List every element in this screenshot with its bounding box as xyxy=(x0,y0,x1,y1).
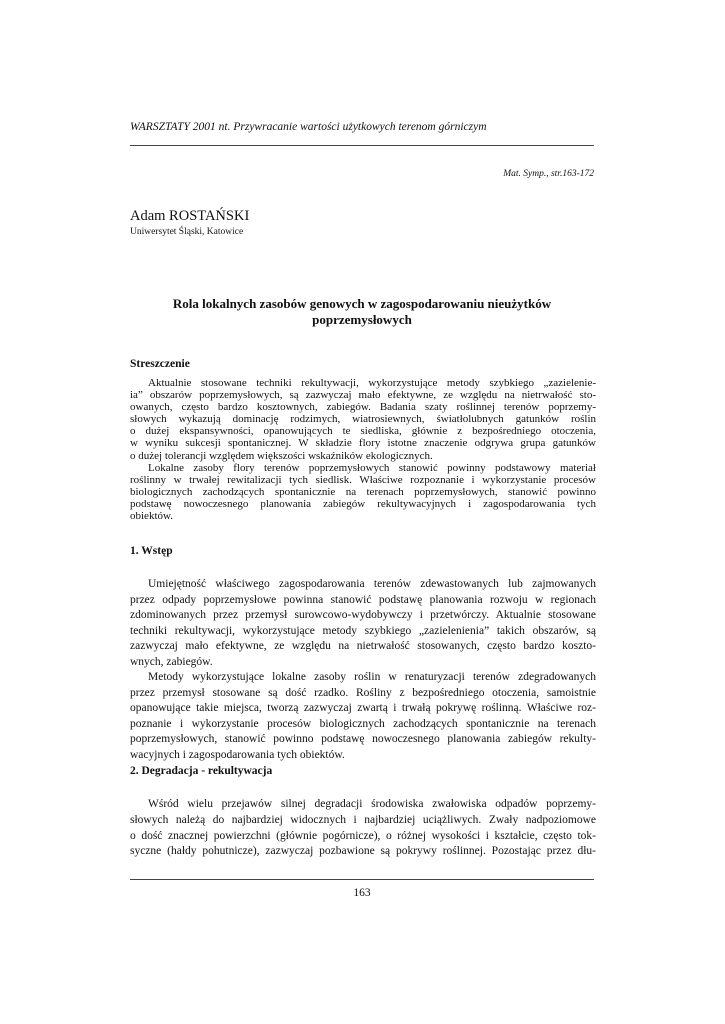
text-line: podstawę nowoczesnego planowania zabiegów rekultywacyjnych i zagospodarowania tych xyxy=(130,497,596,510)
text-line: słowych należą do najbardziej widocznych i najbardziej uciążliwych. Zwały nadpoziomowe xyxy=(130,813,596,826)
text-line: opanowujące takie miejsca, tworzą zazwyczaj zwartą i trwałą pokrywę roślinną. Właściwe roz- xyxy=(130,702,596,714)
text-line: poznanie i wykorzystanie procesów biologicznych zachodzących spontanicznie na terenach xyxy=(130,717,596,730)
paper-title xyxy=(130,296,594,328)
header-rule xyxy=(130,145,594,146)
text-line: słowych wykazują dominację rodzimych, wiatrosiewnych, światłolubnych gatunków roślin xyxy=(130,413,596,426)
section-2-heading: 2. Degradacja - rekultywacja xyxy=(130,765,273,777)
text-line: o dużej ekspansywności, opanowujących te siedliska, głównie z bezpośredniego otoczenia, xyxy=(130,425,596,438)
text-line: wnych, zabiegów. xyxy=(130,655,213,668)
text-line: obiektów. xyxy=(130,510,173,523)
text-line: o dużej tolerancji względem większości wskaźników ekologicznych. xyxy=(130,449,433,462)
text-line: Umiejętność właściwego zagospodarowania terenów zdewastowanych lub zajmowanych xyxy=(148,578,596,590)
text-line: wacyjnych i zagospodarowania tych obiektów. xyxy=(130,748,345,761)
running-header: WARSZTATY 2001 nt. Przywracanie wartości użytkowych terenom górniczym xyxy=(130,121,487,133)
text-line: ia” obszarów poprzemysłowych, są zazwyczaj mało efektywne, ze względu na nietrwałość sto- xyxy=(130,389,596,402)
text-line: przez przemysł stosowane są dość rzadko. Rośliny z bezpośredniego otoczenia, samoistnie xyxy=(130,686,596,699)
abstract-heading: Streszczenie xyxy=(130,358,190,370)
section-1-heading: 1. Wstęp xyxy=(130,545,173,557)
text-line: o dość znacznej powierzchni (głównie pogórnicze), o różnej wysokości i kształcie, często tok- xyxy=(130,829,596,842)
text-line: Metody wykorzystujące lokalne zasoby roślin w renaturyzacji terenów zdegradowanych xyxy=(148,671,596,683)
citation: Mat. Symp., str.163-172 xyxy=(503,169,594,179)
text-line: syczne (hałdy pohutnicze), zazwyczaj pozbawione są pokrywy roślinnej. Pozostając przez dłu- xyxy=(130,845,596,858)
text-line: roślinny w trwałej rewitalizacji tych siedlisk. Właściwe rozpoznanie i wykorzystanie procesów xyxy=(130,473,596,486)
text-line: techniki rekultywacji, wykorzystujące metody szybkiego „zazielenienia” takich obszarów, są xyxy=(130,624,596,637)
text-line: owanych, często bardzo kosztownych, zabiegów. Badania szaty roślinnej terenów poprzemy- xyxy=(130,401,596,414)
author-affiliation: Uniwersytet Śląski, Katowice xyxy=(130,227,244,237)
text-line: biologicznych zachodzących spontanicznie na terenach poprzemysłowych, stanowić powinno xyxy=(130,485,596,498)
text-line: Lokalne zasoby flory terenów poprzemysłowych stanowić powinny podstawowy materiał xyxy=(148,461,596,474)
text-line: Aktualnie stosowane techniki rekultywacji, wykorzystujące metody szybkiego „zazielenie- xyxy=(148,377,596,389)
section-1-text xyxy=(130,577,596,763)
title-line: Rola lokalnych zasobów genowych w zagospodarowaniu nieużytków xyxy=(172,296,552,311)
text-line: zdominowanych przez przemysł surowcowo-wydobywczy i przetwórczy. Aktualnie stosowane xyxy=(130,609,596,621)
footer-rule xyxy=(130,879,594,880)
text-line: zazwyczaj mało efektywne, ze względu na nietrwałość stosowanych, często bardzo koszto- xyxy=(130,640,596,652)
author-name: Adam ROSTAŃSKI xyxy=(130,208,250,224)
text-line: przez odpady poprzemysłowe powinna stanowić podstawę planowania rozwoju w regionach xyxy=(130,593,596,606)
section-2-text xyxy=(130,797,596,860)
text-line: poprzemysłowych, stanowić powinno podstawę nowoczesnego planowania zabiegów rekulty- xyxy=(130,733,596,745)
title-line: poprzemysłowych xyxy=(312,312,412,327)
text-line: w wyniku sukcesji spontanicznej. W składzie flory istotne znaczenie odgrywa grupa gatunków xyxy=(130,437,596,450)
abstract-text xyxy=(130,377,596,522)
text-line: Wśród wielu przejawów silnej degradacji środowiska zwałowiska odpadów poprzemy- xyxy=(148,798,596,810)
page-number: 163 xyxy=(353,887,371,899)
